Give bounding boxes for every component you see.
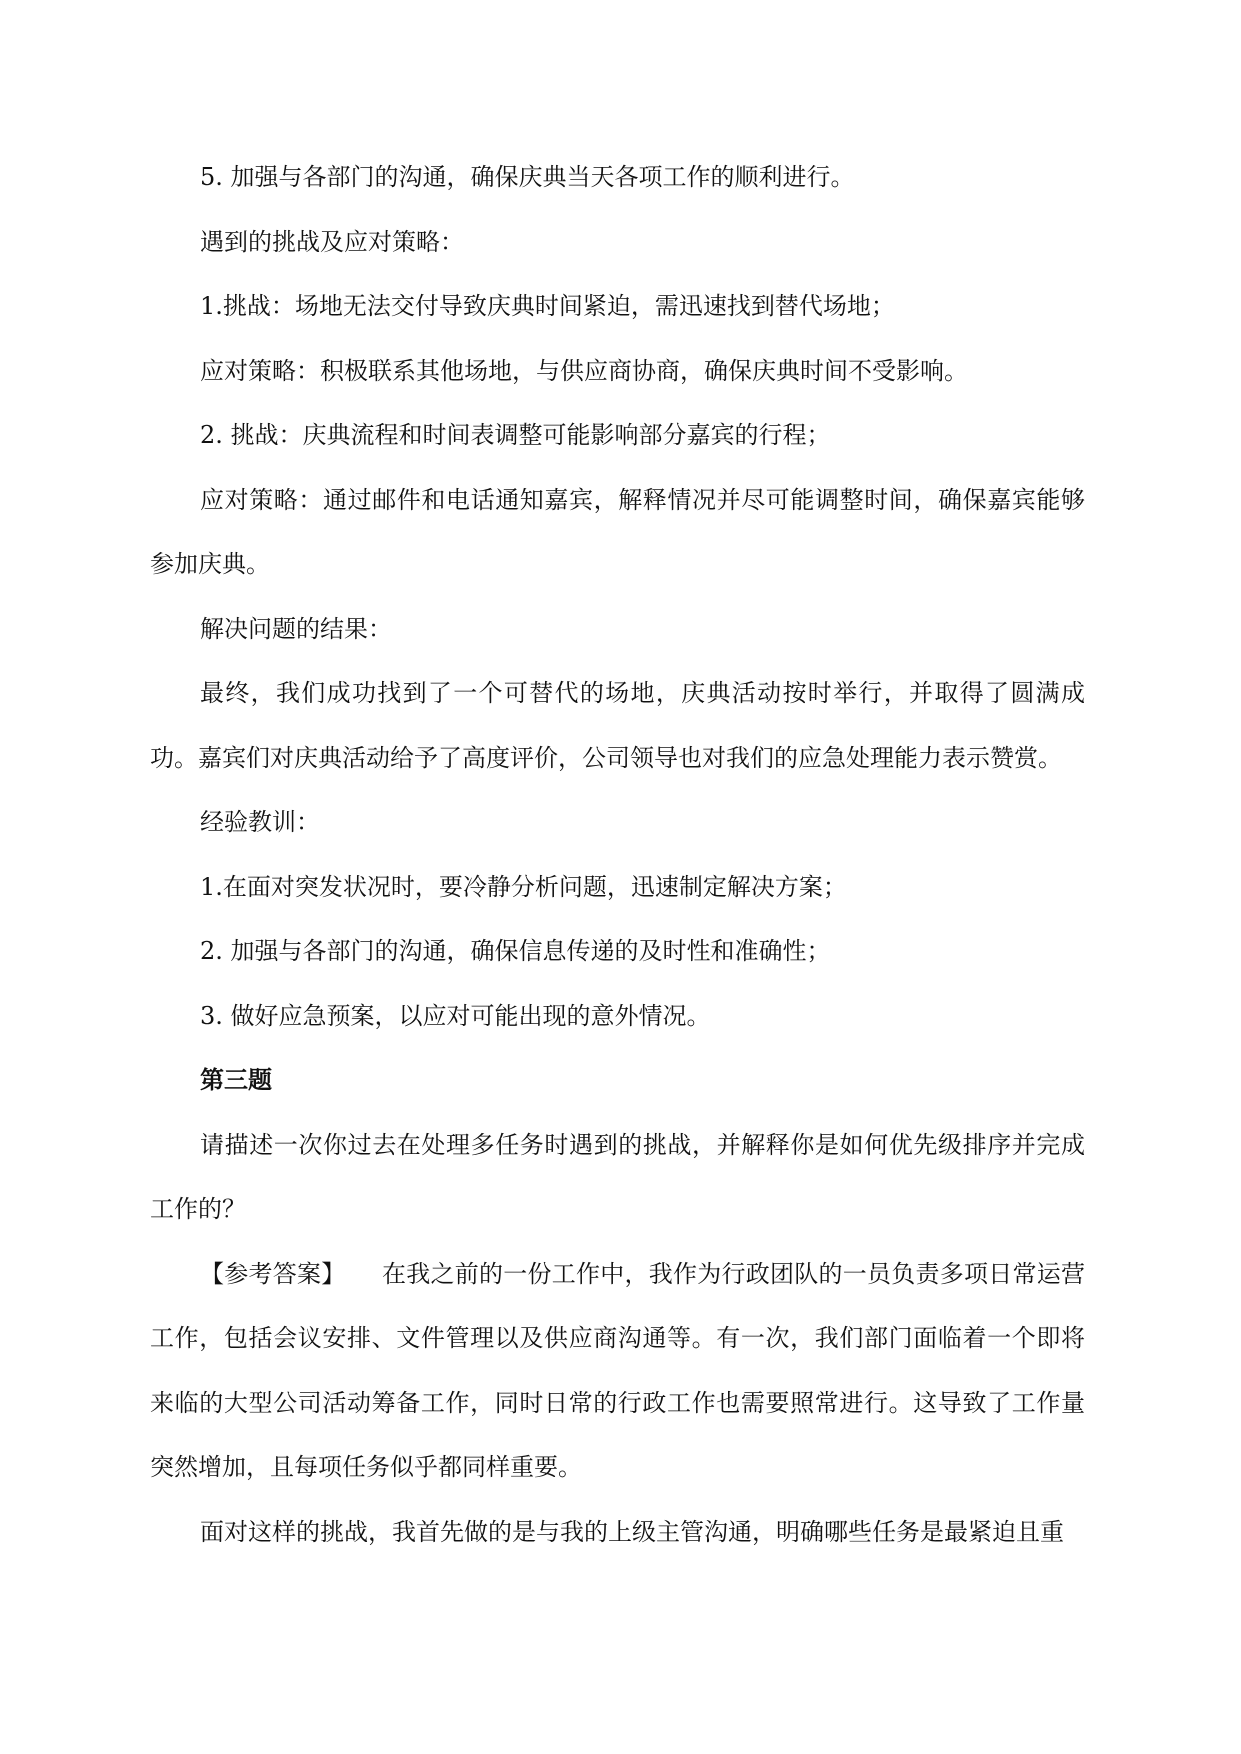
paragraph-12: 3. 做好应急预案，以应对可能出现的意外情况。: [200, 1001, 711, 1030]
paragraph-14: 【参考答案】 在我之前的一份工作中，我作为行政团队的一员负责多项日常运营工作，包括会议安排、文件管理以及供应商沟通等。有一次，我们部门面临着一个即将来临的大型公司活动筹备工作，同时日常的行政工作也需要照常进行。这导致了工作量突然增加，且每项任务似乎都同样重要。: [150, 1259, 1085, 1481]
paragraph-6: 应对策略：通过邮件和电话通知嘉宾，解释情况并尽可能调整时间，确保嘉宾能够参加庆典。: [150, 485, 1085, 578]
paragraph-15: 面对这样的挑战，我首先做的是与我的上级主管沟通，明确哪些任务是最紧迫且重: [200, 1517, 1064, 1546]
document-body: [150, 145, 1085, 1564]
paragraph-9: 经验教训：: [200, 808, 320, 836]
paragraph-8: 最终，我们成功找到了一个可替代的场地，庆典活动按时举行，并取得了圆满成功。嘉宾们对庆典活动给予了高度评价，公司领导也对我们的应急处理能力表示赞赏。: [150, 679, 1085, 772]
section-heading: 第三题: [200, 1065, 272, 1094]
paragraph-11: 2. 加强与各部门的沟通，确保信息传递的及时性和准确性；: [200, 937, 831, 965]
paragraph-13: 请描述一次你过去在处理多任务时遇到的挑战，并解释你是如何优先级排序并完成工作的？: [150, 1130, 1085, 1223]
paragraph-1: 5. 加强与各部门的沟通，确保庆典当天各项工作的顺利进行。: [200, 163, 855, 191]
paragraph-5: 2. 挑战：庆典流程和时间表调整可能影响部分嘉宾的行程；: [200, 421, 831, 449]
paragraph-10: 1.在面对突发状况时，要冷静分析问题，迅速制定解决方案；: [200, 872, 847, 901]
paragraph-2: 遇到的挑战及应对策略：: [200, 227, 464, 256]
paragraph-7: 解决问题的结果：: [200, 614, 392, 643]
paragraph-4: 应对策略：积极联系其他场地，与供应商协商，确保庆典时间不受影响。: [200, 356, 968, 385]
paragraph-3: 1.挑战：场地无法交付导致庆典时间紧迫，需迅速找到替代场地；: [200, 292, 895, 320]
